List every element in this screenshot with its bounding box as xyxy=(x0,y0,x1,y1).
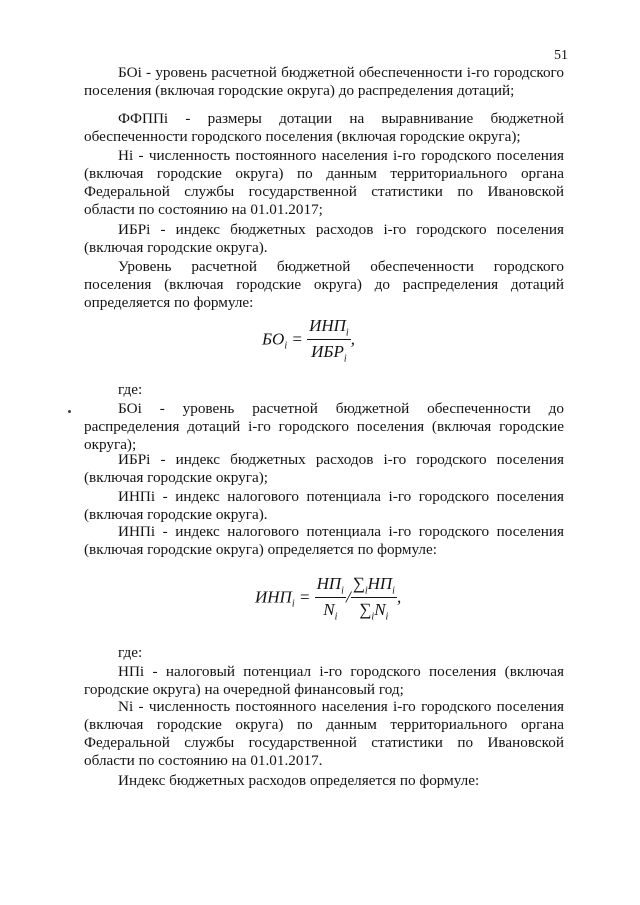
where-label-2: где: xyxy=(118,644,143,661)
formula-bo-numerator: ИНП xyxy=(309,316,346,335)
formula-inp-sum-icon: ∑ xyxy=(352,574,365,593)
formula-bo-fraction xyxy=(307,316,351,365)
definition-inp: ИНПi - индекс налогового потенциала i-го городского поселения (включая городские округа). xyxy=(84,488,564,523)
formula-inp-sum-icon-2: ∑ xyxy=(359,600,372,620)
definition-ibr: ИБРi - индекс бюджетных расходов i-го городского поселения (включая городские округа); xyxy=(84,451,564,486)
formula-inp-num1: НП xyxy=(316,574,342,593)
formula-inp-tail: , xyxy=(396,587,402,607)
formula-inp-fraction-1 xyxy=(315,574,346,623)
formula-inp-lhs: ИНП xyxy=(255,587,292,607)
paragraph-ffpp-definition: ФФППi - размеры дотации на выравнивание бюджетной обеспеченности городского поселения (включая городские округа); xyxy=(84,110,564,145)
formula-inp-den2: N xyxy=(374,600,386,620)
formula-inp-lhs-index: i xyxy=(291,598,295,610)
formula-bo-tail: , xyxy=(350,329,355,349)
formula-inp-num1-index: i xyxy=(341,585,344,597)
scan-mark xyxy=(68,410,71,413)
paragraph-bo-formula-intro: Уровень расчетной бюджетной обеспеченности городского поселения (включая городские округа) до распределения дотаций определяется по формуле: xyxy=(84,258,564,311)
formula-inp-den1-index: i xyxy=(334,611,338,623)
formula-bo: $БО_i$ = $\frac{ИНП_i}{ИБР_i}$ , xyxy=(262,316,355,365)
definition-np: НПi - налоговый потенциал i-го городского поселения (включая городские округа) на очередной финансовый год; xyxy=(84,663,564,698)
formula-inp-den1: N xyxy=(323,600,335,620)
paragraph-ibr-formula-intro: Индекс бюджетных расходов определяется по формуле: xyxy=(118,772,480,789)
definition-bo: БОi - уровень расчетной бюджетной обеспеченности до распределения дотаций i-го городского поселения (включая городские округа); xyxy=(84,400,564,453)
formula-inp-sum-index-2: i xyxy=(371,611,375,623)
paragraph-ibr-definition: ИБРi - индекс бюджетных расходов i-го городского поселения (включая городские округа). xyxy=(84,221,564,256)
page-number: 51 xyxy=(554,48,568,63)
formula-bo-numerator-index: i xyxy=(345,327,349,339)
formula-bo-lhs-index: i xyxy=(284,340,288,352)
where-label-1: где: xyxy=(118,381,143,398)
formula-inp-den2-index: i xyxy=(385,611,389,623)
paragraph-bo-definition: БОi - уровень расчетной бюджетной обеспеченности i-го городского поселения (включая городские округа) до распределения дотаций; xyxy=(84,64,564,99)
formula-bo-lhs: БО xyxy=(262,329,285,349)
formula-bo-denominator: ИБР xyxy=(311,342,344,362)
paragraph-n-definition: Нi - численность постоянного населения i-го городского поселения (включая городские округа) по данным территориального органа Федеральной службы государственной статистики по Ивановской области по состоянию на 01.01.2017; xyxy=(84,147,564,218)
formula-inp-sum-index: i xyxy=(364,585,368,597)
formula-inp: $ИНП_i$ = $\frac{НП_i}{N_i}$ / $\frac{\sum_iНП_i}{\sum_iN_i}$ , xyxy=(255,574,402,623)
formula-inp-num2-index: i xyxy=(392,585,395,597)
formula-bo-denominator-index: i xyxy=(343,353,347,365)
formula-inp-fraction-2 xyxy=(351,574,397,623)
definition-n: Ni - численность постоянного населения i-го городского поселения (включая городские округа) по данным территориального органа Федеральной службы государственной статистики по Ивановской области по состоянию на 01.01.2017. xyxy=(84,698,564,769)
formula-inp-num2: НП xyxy=(367,574,393,593)
paragraph-inp-formula-intro: ИНПi - индекс налогового потенциала i-го городского поселения (включая городские округа) определяется по формуле: xyxy=(84,523,564,558)
